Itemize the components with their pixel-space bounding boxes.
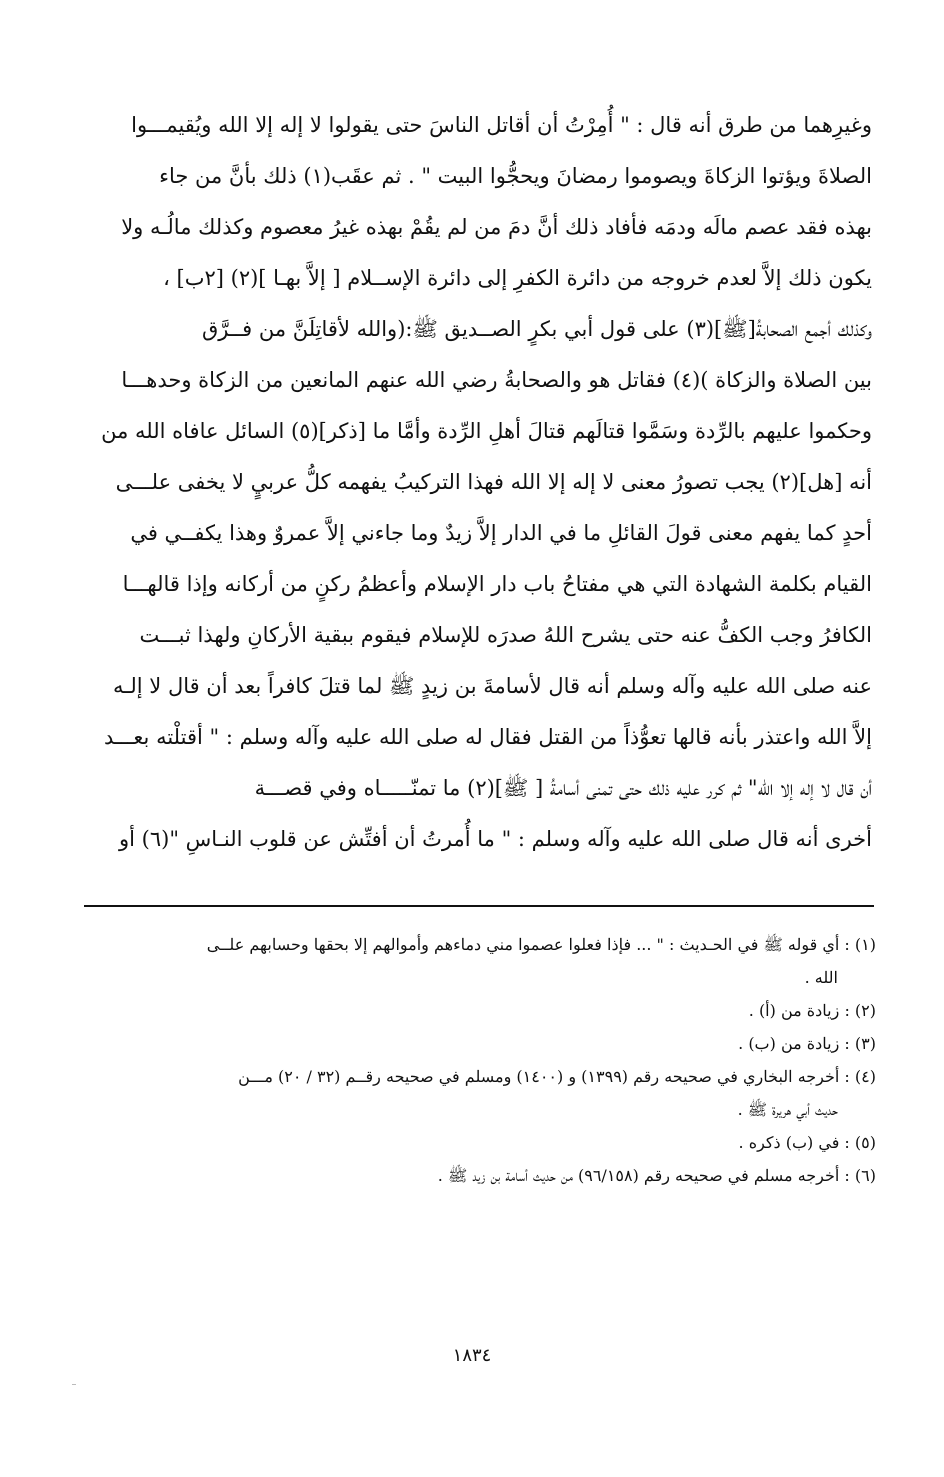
footnote-6: (٦) : أخرجه مسلم في صحيحه رقم (٩٦/١٥٨) من حديث أسامة بن زيد ﷺ .	[437, 1166, 876, 1185]
footnote-2: (٢) : زيادة من (أ) .	[748, 1001, 876, 1020]
scan-edge-mark	[72, 1384, 76, 1385]
footnote-3: (٣) : زيادة من (ب) .	[738, 1034, 876, 1053]
body-line: وكذلك أجمع الصحابةُ[ﷺ](٣) على قول أبي بكرٍ الصــديق ﷺ:(والله لأقاتِلَنَّ من فــرَّق	[201, 317, 872, 341]
body-line: الصلاةَ ويؤتوا الزكاةَ ويصوموا رمضانَ ويحجُّوا البيت " . ثم عقَب(١) ذلك بأنَّ من جاء	[159, 164, 872, 188]
footnote-divider	[84, 905, 874, 907]
footnote-4: (٤) : أخرجه البخاري في صحيحه رقم (١٣٩٩) و (١٤٠٠) ومسلم في صحيحه رقــم (٣٢ / ٢٠) مـــن	[238, 1067, 876, 1086]
body-line: بهذه فقد عصم مالَه ودمَه فأفاد ذلك أنَّ دمَ من لم يقُمْ بهذه غيرُ معصوم وكذلك مالُـه ولا	[121, 215, 872, 239]
body-line: أخرى أنه قال صلى الله عليه وآله وسلم : " ما أُمرتُ أن أفتِّش عن قلوب النـاسِ "(٦) أو	[119, 827, 872, 851]
body-line: أن قال لا إله إلا الله" ثم كرر عليه ذلك حتى تمنى أسامةُ [ ﷺ](٢) ما تمنّـــــاه وفي قصـــة	[254, 776, 872, 800]
footnote-5: (٥) : في (ب) ذكره .	[738, 1133, 876, 1152]
footnote-1-continuation: الله .	[804, 968, 838, 987]
body-line: أنه [هل](٢) يجب تصورُ معنى لا إله إلا الله فهذا التركيبُ يفهمه كلُّ عربيٍ لا يخفى علـــى	[115, 470, 872, 494]
main-text-block	[80, 100, 872, 865]
page-number: ١٨٣٤	[452, 1345, 492, 1366]
body-line: عنه صلى الله عليه وآله وسلم أنه قال لأسامةَ بن زيدٍ ﷺ لما قتلَ كافراً بعد أن قال لا إلـه	[112, 674, 872, 698]
body-line: إلاَّ الله واعتذر بأنه قالها تعوُّذاً من القتل فقال له صلى الله عليه وآله وسلم : " أقتلْته بعـــد	[103, 725, 872, 749]
body-line: أحدٍ كما يفهم معنى قولَ القائلِ ما في الدار إلاَّ زيدٌ وما جاءني إلاَّ عمروٌ وهذا يكفــي في	[130, 521, 872, 545]
body-line: وحكموا عليهم بالرِّدة وسَمَّوا قتالَهم قتالَ أهلِ الرِّدة وأمَّا ما [ذكر](٥) السائل عافاه الله من	[101, 419, 872, 443]
footnote-1: (١) : أي قوله ﷺ في الحـديث : " ... فإذا فعلوا عصموا مني دماءهم وأموالهم إلا بحقها وحسابهم علــى	[206, 935, 876, 954]
body-line: القيام بكلمة الشهادة التي هي مفتاحُ باب دار الإسلام وأعظمُ ركنٍ من أركانه وإذا قالهـــا	[122, 572, 872, 596]
footnote-4-continuation: حديث أبي هريرة ﷺ .	[737, 1100, 838, 1119]
body-line: يكون ذلك إلاَّ لعدم خروجه من دائرة الكفرِ إلى دائرة الإســلام [ إلاَّ بهـا ](٢) [٢ب] ،	[163, 266, 872, 290]
footnotes-block	[80, 928, 876, 1192]
body-paragraph	[80, 100, 872, 865]
body-line: الكافرُ وجب الكفُّ عنه حتى يشرح اللهُ صدرَه للإسلام فيقوم ببقية الأركانِ ولهذا ثبـــت	[139, 623, 872, 647]
body-line: بين الصلاة والزكاة )(٤) فقاتل هو والصحابةُ رضي الله عنهم المانعين من الزكاة وحدهـــا	[121, 368, 872, 392]
body-line: وغيرِهما من طرق أنه قال : " أُمِرْتُ أن أقاتل الناسَ حتى يقولوا لا إله إلا الله ويُقيمـــوا	[131, 113, 872, 137]
